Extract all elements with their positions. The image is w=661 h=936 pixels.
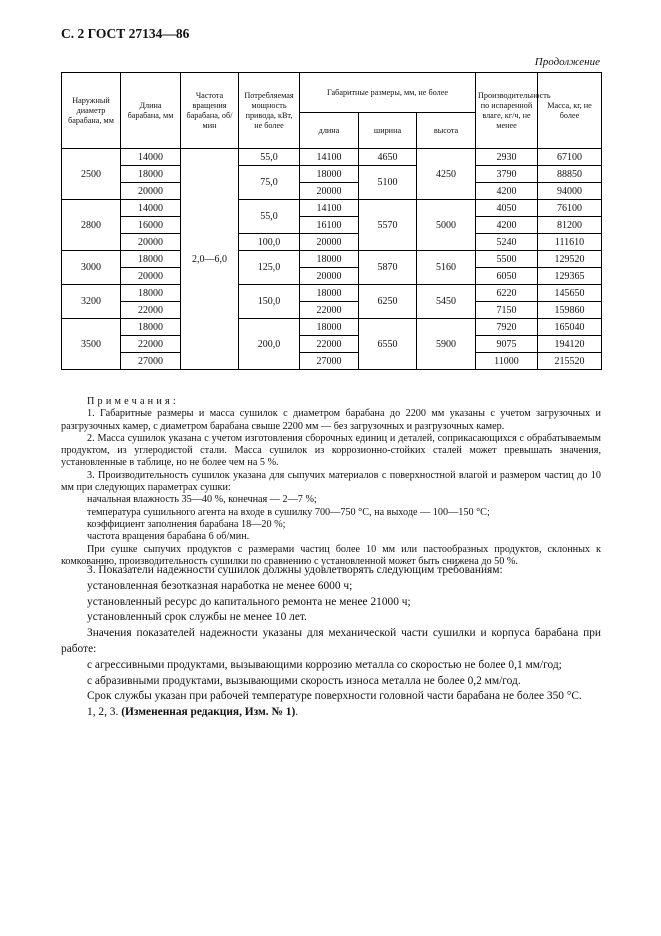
cell-dim-length: 22000 bbox=[300, 336, 359, 353]
header-dim-length: длина bbox=[300, 113, 359, 149]
cell-dim-length: 27000 bbox=[300, 353, 359, 370]
header-dim-height: высота bbox=[417, 113, 476, 149]
header-length: Длина барабана, мм bbox=[121, 73, 181, 149]
cell-mass: 111610 bbox=[538, 234, 602, 251]
cell-length: 14000 bbox=[121, 149, 181, 166]
cell-length: 20000 bbox=[121, 234, 181, 251]
cell-diameter: 2800 bbox=[62, 200, 121, 251]
cell-dim-length: 20000 bbox=[300, 268, 359, 285]
cell-power: 55,0 bbox=[239, 200, 300, 234]
cell-mass: 67100 bbox=[538, 149, 602, 166]
header-dim-width: ширина bbox=[359, 113, 417, 149]
cell-diameter: 3500 bbox=[62, 319, 121, 370]
requirement-item: установленный срок службы не менее 10 лет. bbox=[87, 611, 307, 624]
note-3-param: коэффициент заполнения барабана 18—20 %; bbox=[87, 518, 286, 530]
cell-dim-width: 5100 bbox=[359, 166, 417, 200]
cell-power: 100,0 bbox=[239, 234, 300, 251]
cell-mass: 215520 bbox=[538, 353, 602, 370]
cell-productivity: 7150 bbox=[476, 302, 538, 319]
cell-dim-width: 5570 bbox=[359, 200, 417, 251]
cell-productivity: 11000 bbox=[476, 353, 538, 370]
cell-dim-length: 18000 bbox=[300, 285, 359, 302]
cell-dim-length: 22000 bbox=[300, 302, 359, 319]
requirement-item: установленная безотказная наработка не менее 6000 ч; bbox=[87, 579, 353, 592]
cell-power: 55,0 bbox=[239, 149, 300, 166]
header-power: Потребляемая мощность привода, кВт, не более bbox=[239, 73, 300, 149]
dryer-spec-table bbox=[61, 72, 602, 370]
cell-dim-length: 20000 bbox=[300, 234, 359, 251]
cell-mass: 194120 bbox=[538, 336, 602, 353]
cell-productivity: 4200 bbox=[476, 217, 538, 234]
reliability-requirements bbox=[61, 563, 601, 721]
header-diameter: Наружный диаметр барабана, мм bbox=[62, 73, 121, 149]
table-row bbox=[62, 336, 602, 353]
cell-mass: 129365 bbox=[538, 268, 602, 285]
table-row bbox=[62, 353, 602, 370]
cell-dim-length: 16100 bbox=[300, 217, 359, 234]
amendment-line bbox=[61, 705, 601, 721]
cell-mass: 81200 bbox=[538, 217, 602, 234]
cell-productivity: 4200 bbox=[476, 183, 538, 200]
note-3-param: частота вращения барабана 6 об/мин. bbox=[87, 531, 250, 543]
cell-power: 125,0 bbox=[239, 251, 300, 285]
cell-productivity: 4050 bbox=[476, 200, 538, 217]
page-title: С. 2 ГОСТ 27134—86 bbox=[61, 26, 190, 41]
cell-dim-height: 4250 bbox=[417, 149, 476, 200]
cell-dim-length: 14100 bbox=[300, 149, 359, 166]
cell-productivity: 5500 bbox=[476, 251, 538, 268]
table-row bbox=[62, 251, 602, 268]
table-notes bbox=[61, 396, 601, 568]
note-3-tail: При сушке сыпучих продуктов с размерами частиц более 10 мм или пастообразных продуктов, склонных к комкованию, производительность сушилки по сравнению с установленной может быть снижена до 50 %. bbox=[61, 543, 601, 567]
cell-dim-width: 6550 bbox=[359, 319, 417, 370]
cell-length: 27000 bbox=[121, 353, 181, 370]
cell-mass: 129520 bbox=[538, 251, 602, 268]
cell-dim-width: 4650 bbox=[359, 149, 417, 166]
cell-mass: 145650 bbox=[538, 285, 602, 302]
table-row bbox=[62, 319, 602, 336]
values-text: Значения показателей надежности указаны для механической части сушилки и корпуса барабана при работе: bbox=[61, 627, 601, 655]
table-row bbox=[62, 302, 602, 319]
cell-power: 75,0 bbox=[239, 166, 300, 200]
cell-mass: 159860 bbox=[538, 302, 602, 319]
cell-productivity: 6050 bbox=[476, 268, 538, 285]
cell-dim-length: 18000 bbox=[300, 166, 359, 183]
cell-productivity: 7920 bbox=[476, 319, 538, 336]
cell-dim-height: 5160 bbox=[417, 251, 476, 285]
cell-length: 22000 bbox=[121, 302, 181, 319]
service-life-note: Срок службы указан при рабочей температуре поверхности головной части барабана не более 350 °С. bbox=[87, 690, 582, 703]
requirement-item: установленный ресурс до капитального ремонта не менее 21000 ч; bbox=[87, 595, 411, 608]
cell-length: 22000 bbox=[121, 336, 181, 353]
cell-mass: 88850 bbox=[538, 166, 602, 183]
cell-power: 200,0 bbox=[239, 319, 300, 370]
note-1: 1. Габаритные размеры и масса сушилок с диаметром барабана до 2200 мм указаны с учетом загрузочных и разгрузочных камер, с диаметром барабана свыше 2200 мм — без загрузочных и разгрузочных камер. bbox=[61, 408, 601, 432]
table-row bbox=[62, 285, 602, 302]
cell-length: 18000 bbox=[121, 166, 181, 183]
cell-diameter: 3000 bbox=[62, 251, 121, 285]
cell-productivity: 6220 bbox=[476, 285, 538, 302]
clause-3: 3. Показатели надежности сушилок должны удовлетворять следующим требованиям: bbox=[87, 564, 503, 576]
cell-dim-height: 5900 bbox=[417, 319, 476, 370]
header-productivity: Производительность по испаренной влаге, кг/ч, не менее bbox=[476, 73, 538, 149]
amendment-period: . bbox=[295, 706, 299, 719]
amendment-clauses: 1, 2, 3. bbox=[87, 706, 119, 719]
cell-dim-length: 18000 bbox=[300, 251, 359, 268]
note-3-param: температура сушильного агента на входе в сушилку 700—750 °С, на выходе — 100—150 °С; bbox=[87, 506, 490, 518]
cell-length: 18000 bbox=[121, 319, 181, 336]
table-row bbox=[62, 183, 602, 200]
cell-mass: 94000 bbox=[538, 183, 602, 200]
cell-productivity: 9075 bbox=[476, 336, 538, 353]
table-row bbox=[62, 166, 602, 183]
note-3: 3. Производительность сушилок указана для сыпучих материалов с поверхностной влагой и размером частиц до 10 мм при следующих параметрах сушки: bbox=[61, 469, 601, 494]
table-row bbox=[62, 149, 602, 166]
continuation-label: Продолжение bbox=[534, 56, 600, 68]
abrasive-products: с абразивными продуктами, вызывающими скорость износа металла не более 0,2 мм/год. bbox=[87, 674, 521, 687]
cell-dim-width: 5870 bbox=[359, 251, 417, 285]
cell-length: 20000 bbox=[121, 268, 181, 285]
cell-dim-height: 5000 bbox=[417, 200, 476, 251]
cell-productivity: 5240 bbox=[476, 234, 538, 251]
notes-title: Примечания: bbox=[87, 396, 179, 407]
cell-length: 18000 bbox=[121, 251, 181, 268]
cell-dim-length: 20000 bbox=[300, 183, 359, 200]
header-rotation: Частота вращения барабана, об/мин bbox=[181, 73, 239, 149]
cell-dim-length: 18000 bbox=[300, 319, 359, 336]
cell-rotation: 2,0—6,0 bbox=[181, 149, 239, 370]
note-2: 2. Масса сушилок указана с учетом изготовления сборочных единиц и деталей, соприкасающихся с обрабатываемым продуктом, из углеродистой стали. Масса сушилок из коррозионно-стойких сталей может превышать значения, установленные в таблице, но не более чем на 5 %. bbox=[61, 432, 601, 469]
table-row bbox=[62, 268, 602, 285]
table-row bbox=[62, 200, 602, 217]
cell-dim-length: 14100 bbox=[300, 200, 359, 217]
cell-mass: 165040 bbox=[538, 319, 602, 336]
cell-length: 20000 bbox=[121, 183, 181, 200]
amendment-note: (Измененная редакция, Изм. № 1) bbox=[121, 706, 296, 719]
cell-length: 18000 bbox=[121, 285, 181, 302]
table-row bbox=[62, 217, 602, 234]
note-3-param: начальная влажность 35—40 %, конечная — 2—7 %; bbox=[87, 494, 317, 506]
cell-diameter: 3200 bbox=[62, 285, 121, 319]
cell-dim-height: 5450 bbox=[417, 285, 476, 319]
cell-dim-width: 6250 bbox=[359, 285, 417, 319]
cell-length: 16000 bbox=[121, 217, 181, 234]
table-row bbox=[62, 234, 602, 251]
cell-productivity: 2930 bbox=[476, 149, 538, 166]
cell-diameter: 2500 bbox=[62, 149, 121, 200]
header-mass: Масса, кг, не более bbox=[538, 73, 602, 149]
cell-productivity: 3790 bbox=[476, 166, 538, 183]
cell-mass: 76100 bbox=[538, 200, 602, 217]
cell-power: 150,0 bbox=[239, 285, 300, 319]
cell-length: 14000 bbox=[121, 200, 181, 217]
aggressive-products: с агрессивными продуктами, вызывающими коррозию металла со скоростью не более 0,1 мм/год; bbox=[87, 658, 562, 671]
header-dimensions: Габаритные размеры, мм, не более bbox=[300, 73, 476, 113]
